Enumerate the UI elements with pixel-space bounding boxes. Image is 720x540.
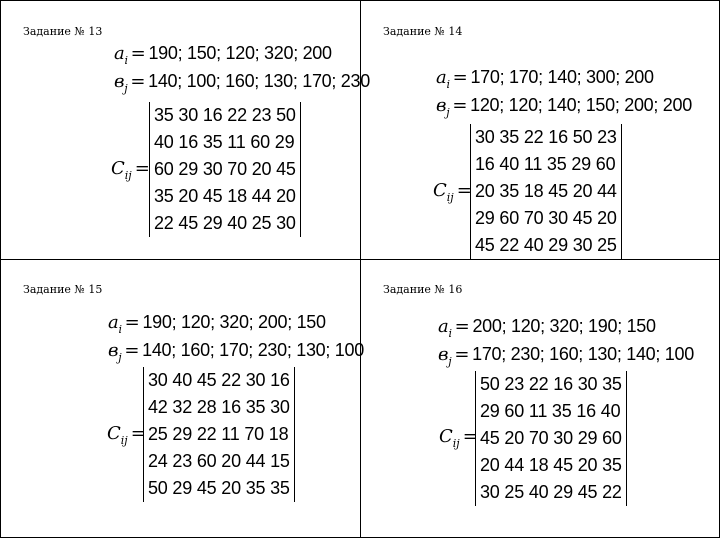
a-values: 190; 150; 120; 320; 200 xyxy=(148,43,332,63)
matrix-row: 20 44 18 45 20 35 xyxy=(480,455,622,475)
b-symbol: в xyxy=(114,71,125,92)
equals-sign: = xyxy=(454,316,470,337)
equals-sign: = xyxy=(124,340,140,361)
matrix-row: 30 25 40 29 45 22 xyxy=(480,482,622,502)
matrix-row: 29 60 11 35 16 40 xyxy=(480,401,621,421)
a-supply-row xyxy=(436,67,654,91)
equals-sign: = xyxy=(134,158,150,179)
c-symbol: C xyxy=(439,426,453,447)
task-card-15 xyxy=(0,259,364,538)
a-symbol: a xyxy=(438,316,449,337)
a-symbol: a xyxy=(114,43,125,64)
a-symbol: a xyxy=(436,67,447,88)
matrix-row: 42 32 28 16 35 30 xyxy=(148,397,290,417)
task-card-14 xyxy=(361,0,720,259)
cost-matrix-label xyxy=(433,180,475,204)
task-card-16 xyxy=(361,259,720,538)
b-subscript: j xyxy=(446,106,450,119)
matrix-row: 22 45 29 40 25 30 xyxy=(154,213,296,233)
c-subscript: ij xyxy=(446,191,454,204)
a-values: 200; 120; 320; 190; 150 xyxy=(472,316,656,336)
matrix-row: 24 23 60 20 44 15 xyxy=(148,451,290,471)
cost-matrix xyxy=(149,102,301,237)
equals-sign: = xyxy=(462,426,478,447)
b-subscript: j xyxy=(448,355,452,368)
matrix-row: 45 22 40 29 30 25 xyxy=(475,235,617,255)
cost-matrix xyxy=(475,371,627,506)
b-demand-row xyxy=(436,95,692,119)
matrix-row: 50 29 45 20 35 35 xyxy=(148,478,290,498)
matrix-row: 25 29 22 11 70 18 xyxy=(148,424,289,444)
matrix-row: 29 60 70 30 45 20 xyxy=(475,208,617,228)
c-symbol: C xyxy=(111,158,125,179)
matrix-row: 30 40 45 22 30 16 xyxy=(148,370,290,390)
matrix-row: 35 20 45 18 44 20 xyxy=(154,186,296,206)
matrix-row: 30 35 22 16 50 23 xyxy=(475,127,617,147)
c-subscript: ij xyxy=(452,437,460,450)
task-card-13 xyxy=(0,0,370,259)
matrix-row: 45 20 70 30 29 60 xyxy=(480,428,622,448)
a-subscript: i xyxy=(448,327,452,340)
equals-sign: = xyxy=(454,344,470,365)
b-values: 120; 120; 140; 150; 200; 200 xyxy=(470,95,692,115)
a-subscript: i xyxy=(124,54,128,67)
b-demand-row xyxy=(114,71,370,95)
a-values: 190; 120; 320; 200; 150 xyxy=(142,312,326,332)
b-symbol: в xyxy=(108,340,119,361)
matrix-row: 60 29 30 70 20 45 xyxy=(154,159,296,179)
cost-matrix xyxy=(143,367,295,502)
matrix-row: 16 40 11 35 29 60 xyxy=(475,154,616,174)
a-subscript: i xyxy=(446,78,450,91)
a-symbol: a xyxy=(108,312,119,333)
equals-sign: = xyxy=(124,312,140,333)
task-title: Задание № 13 xyxy=(23,25,103,38)
equals-sign: = xyxy=(456,180,472,201)
c-symbol: C xyxy=(433,180,447,201)
a-supply-row xyxy=(108,312,326,336)
task-title: Задание № 16 xyxy=(383,283,463,296)
cost-matrix-label xyxy=(111,158,153,182)
matrix-row: 20 35 18 45 20 44 xyxy=(475,181,617,201)
c-symbol: C xyxy=(107,423,121,444)
c-subscript: ij xyxy=(120,434,128,447)
b-demand-row xyxy=(108,340,364,364)
b-demand-row xyxy=(438,344,694,368)
b-symbol: в xyxy=(438,344,449,365)
a-supply-row xyxy=(438,316,656,340)
b-values: 140; 100; 160; 130; 170; 230 xyxy=(148,71,370,91)
b-values: 140; 160; 170; 230; 130; 100 xyxy=(142,340,364,360)
b-subscript: j xyxy=(118,351,122,364)
b-subscript: j xyxy=(124,82,128,95)
a-values: 170; 170; 140; 300; 200 xyxy=(470,67,654,87)
equals-sign: = xyxy=(130,43,146,64)
matrix-row: 50 23 22 16 30 35 xyxy=(480,374,622,394)
a-supply-row xyxy=(114,43,332,67)
cost-matrix xyxy=(470,124,622,259)
b-values: 170; 230; 160; 130; 140; 100 xyxy=(472,344,694,364)
equals-sign: = xyxy=(130,71,146,92)
task-title: Задание № 15 xyxy=(23,283,103,296)
equals-sign: = xyxy=(452,95,468,116)
c-subscript: ij xyxy=(124,169,132,182)
a-subscript: i xyxy=(118,323,122,336)
equals-sign: = xyxy=(130,423,146,444)
equals-sign: = xyxy=(452,67,468,88)
matrix-row: 40 16 35 11 60 29 xyxy=(154,132,295,152)
b-symbol: в xyxy=(436,95,447,116)
matrix-row: 35 30 16 22 23 50 xyxy=(154,105,296,125)
task-title: Задание № 14 xyxy=(383,25,463,38)
